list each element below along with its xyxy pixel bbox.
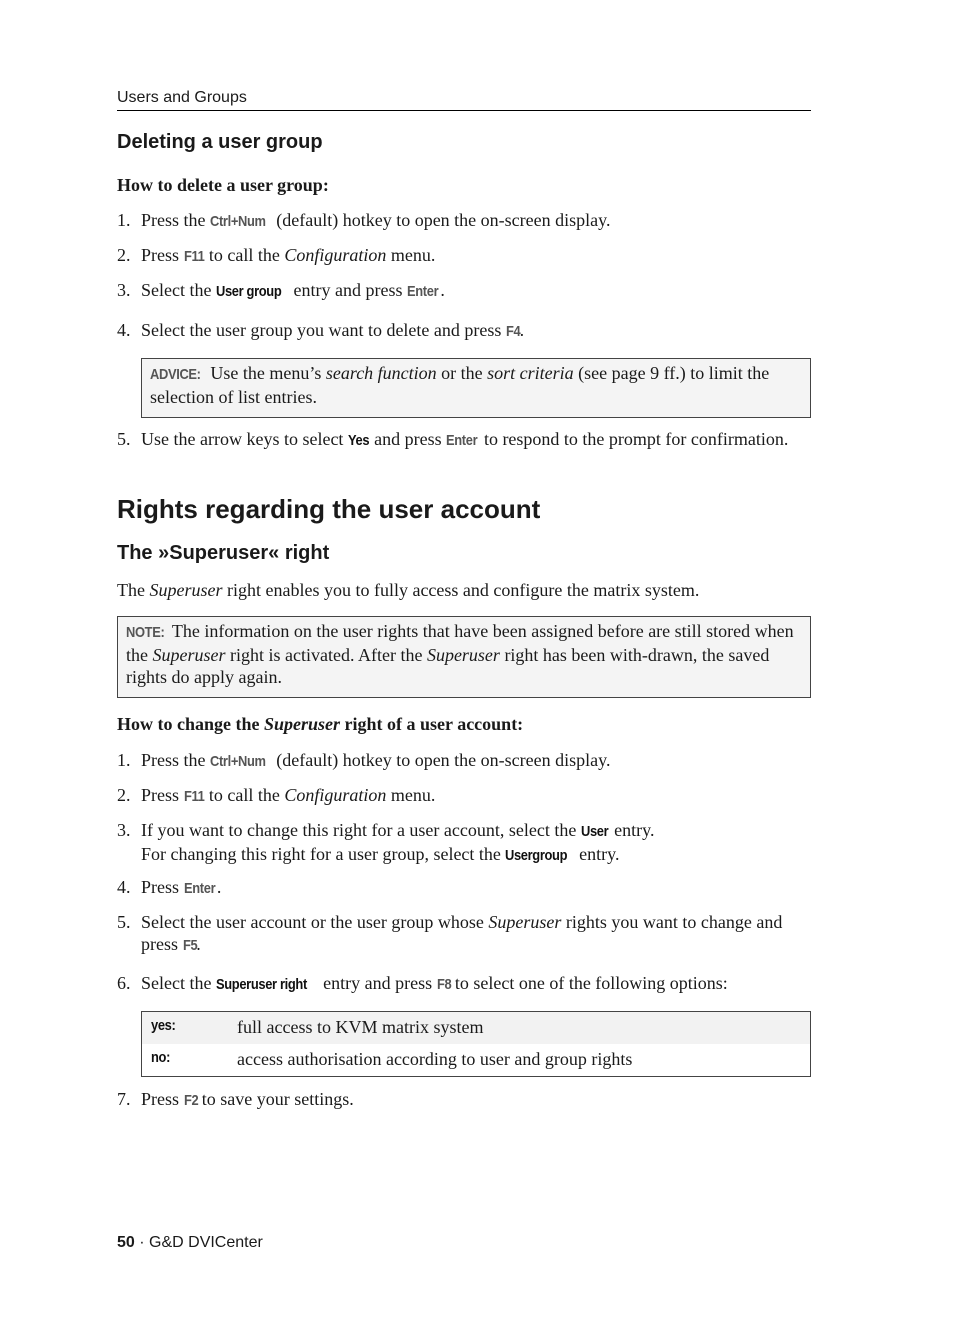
option-row-no	[142, 1044, 810, 1076]
menu-entry-label: Superuser right	[215, 976, 307, 993]
menu-entry-label: User	[580, 823, 609, 840]
hotkey-label: Ctrl+Num	[210, 753, 266, 770]
menu-entry-label: Yes	[347, 432, 370, 449]
superuser-step-1: 1. Press the Ctrl+Num (default) hotkey to open the on-screen display.	[117, 749, 811, 773]
superuser-intro: The Superuser right enables you to fully access and configure the matrix system.	[117, 580, 700, 600]
page-number: 50	[117, 1234, 135, 1251]
section-heading-deleting-group: Deleting a user group	[117, 131, 323, 153]
delete-step-3: 3. Select the User group entry and press Enter .	[117, 279, 811, 303]
superuser-step-4: 4. Press Enter .	[117, 876, 811, 900]
option-key: yes:	[151, 1017, 176, 1034]
subheading-superuser-right: The »Superuser« right	[117, 542, 330, 564]
key-label: Enter	[406, 283, 439, 300]
superuser-step-7: 7. Press F2 to save your settings.	[117, 1088, 811, 1112]
section-heading-rights: Rights regarding the user account	[117, 494, 541, 524]
delete-step-2: 2. Press F11 to call the Configuration menu.	[117, 244, 811, 268]
menu-entry-label: Usergroup	[505, 847, 568, 864]
advice-box: ADVICE: Use the menu’s search function or the sort criteria (see page 9 ff.) to limit the selection of list entries.	[141, 358, 811, 418]
key-label: F2	[183, 1092, 198, 1109]
key-label: F11	[183, 248, 205, 265]
options-table	[141, 1011, 811, 1077]
advice-label: ADVICE:	[150, 366, 201, 383]
delete-step-1: 1. Press the Ctrl+Num (default) hotkey to open the on-screen display.	[117, 209, 811, 233]
option-description: full access to KVM matrix system	[237, 1017, 484, 1037]
superuser-step-5: 5. Select the user account or the user group whose Superuser rights you want to change and press F5.	[117, 911, 811, 957]
running-header	[117, 89, 811, 111]
key-label: F4	[505, 323, 521, 340]
key-label: F11	[183, 788, 205, 805]
superuser-step-6: 6. Select the Superuser right entry and press F8 to select one of the following options:	[117, 972, 811, 996]
key-label: Enter	[183, 880, 215, 897]
page-footer: 50 · G&D DVICenter	[117, 1234, 263, 1251]
product-name: G&D DVICenter	[149, 1234, 263, 1251]
key-label: Enter	[446, 432, 478, 449]
superuser-step-3: 3. If you want to change this right for a user account, select the User entry. For changing this right for a user group, select the Usergroup entry.	[117, 819, 811, 867]
note-box: NOTE: The information on the user rights that have been assigned before are still stored when the Superuser right is activated. After the Superuser right has been with-drawn, the saved rights do apply again.	[117, 616, 811, 698]
delete-step-4: 4. Select the user group you want to delete and press F4.	[117, 319, 811, 343]
howto-delete-group: How to delete a user group:	[117, 175, 329, 195]
key-label: F8	[436, 976, 452, 993]
howto-change-superuser: How to change the Superuser right of a user account:	[117, 714, 524, 734]
option-key: no:	[151, 1049, 171, 1066]
option-row-yes	[142, 1012, 810, 1044]
key-label: F5	[182, 937, 197, 954]
menu-entry-label: User group	[215, 283, 282, 300]
hotkey-label: Ctrl+Num	[210, 213, 266, 230]
note-label: NOTE:	[126, 624, 165, 641]
delete-step-5: 5. Use the arrow keys to select Yes and press Enter to respond to the prompt for confirmation.	[117, 428, 811, 452]
superuser-step-2: 2. Press F11 to call the Configuration menu.	[117, 784, 811, 808]
option-description: access authorisation according to user and group rights	[237, 1049, 633, 1069]
running-title: Users and Groups	[117, 89, 247, 106]
